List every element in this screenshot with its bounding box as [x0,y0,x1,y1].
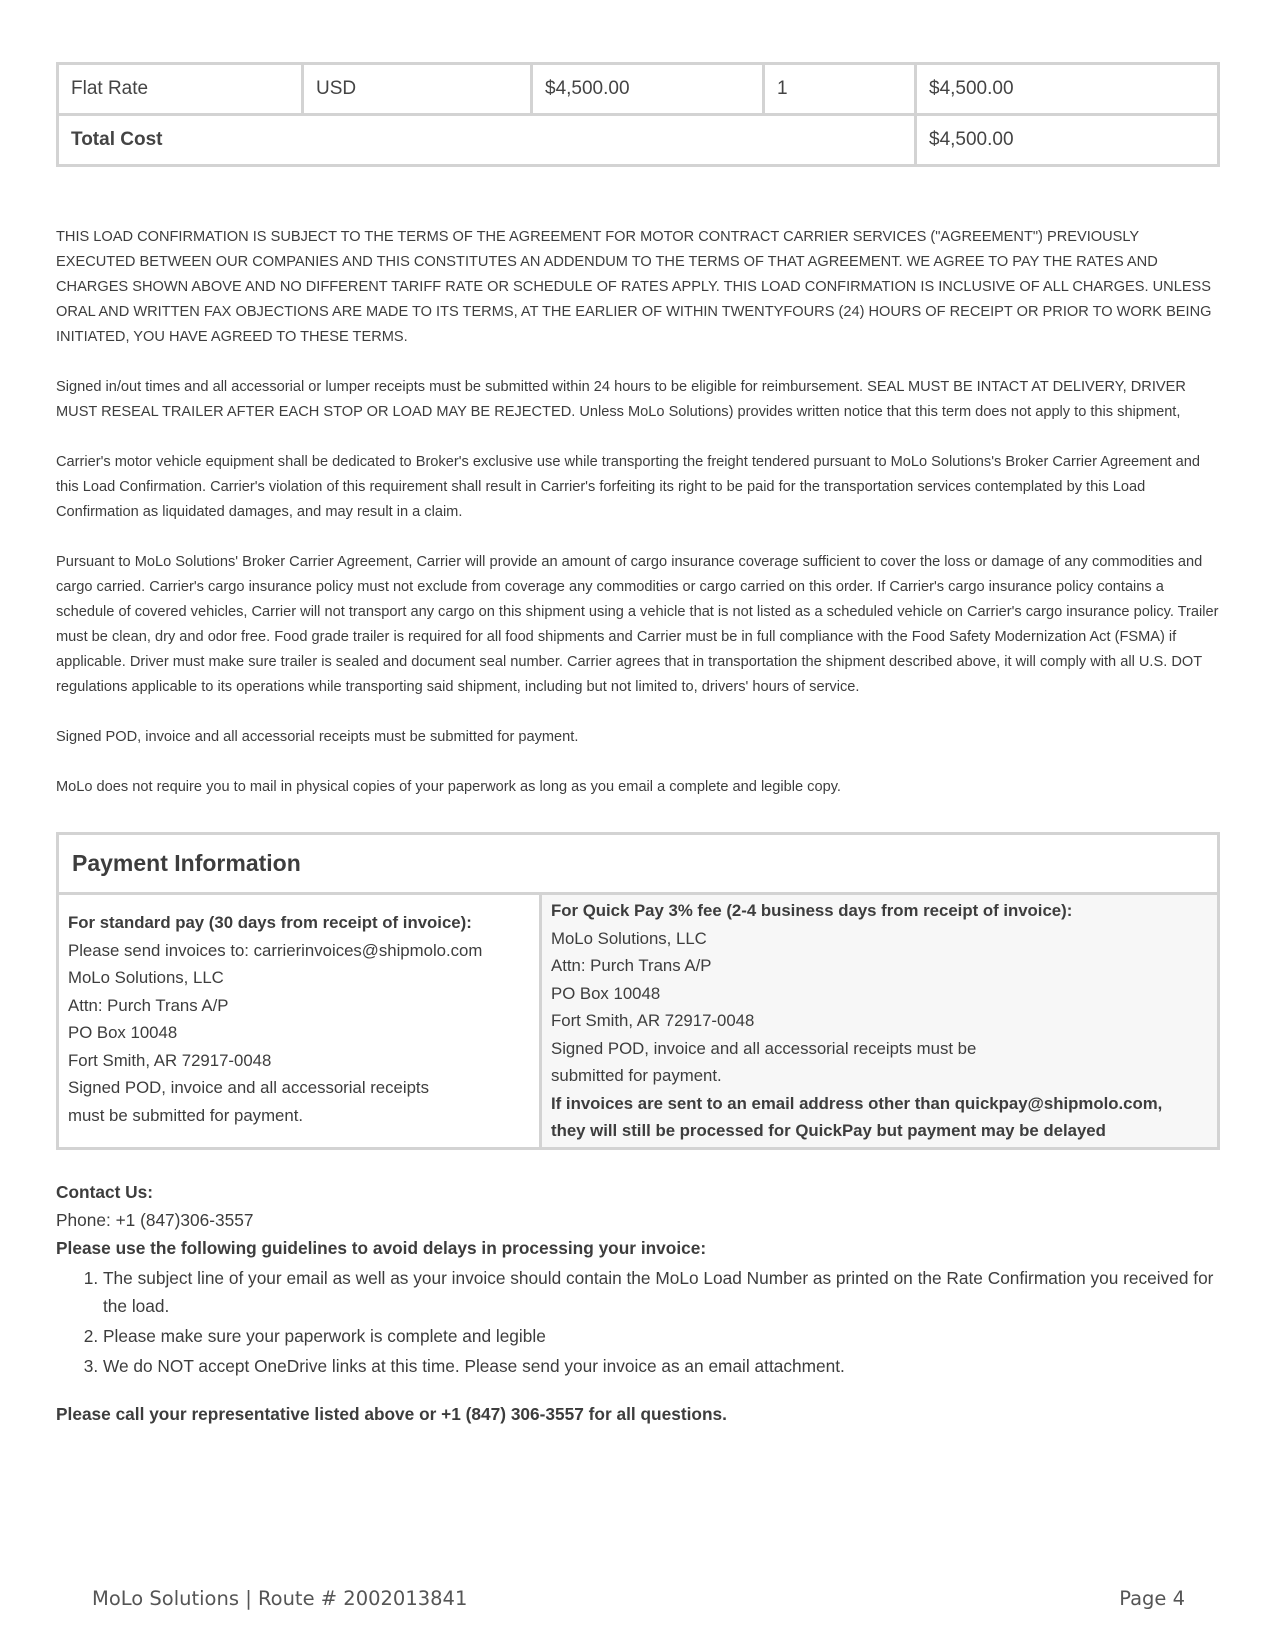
quickpay-heading: For Quick Pay 3% fee (2-4 business days from receipt of invoice): [551,901,1073,920]
list-item: 2. Please make sure your paperwork is complete and legible [103,1322,1220,1350]
table-row [58,64,1219,115]
total-row [58,115,1219,166]
payment-title: Payment Information [59,835,1217,895]
standard-pay-line: Fort Smith, AR 72917-0048 [68,1050,272,1070]
terms-paragraph: MoLo does not require you to mail in physical copies of your paperwork as long as you email a complete and legible copy. [56,779,841,795]
list-item: 1. The subject line of your email as well as your invoice should contain the MoLo Load Number as printed on the Rate Confirmation you received for the load. [103,1264,1220,1320]
rate-amount-cell: $4,500.00 [916,64,1219,115]
standard-pay-line: Signed POD, invoice and all accessorial receipts [68,1078,429,1097]
guidelines-list [56,1264,1220,1380]
terms-paragraph: Pursuant to MoLo Solutions' Broker Carrier Agreement, Carrier will provide an amount of cargo insurance coverage sufficient to cover the loss or damage of any commodities and cargo carried. Carrier's cargo insurance policy must not exclude from coverage any commodities or cargo carried on this order. If Carrier's cargo insurance policy contains a schedule of covered vehicles, Carrier will not transport any cargo on this shipment using a vehicle that is not listed as a scheduled vehicle on Carrier's cargo insurance policy. Trailer must be clean, dry and odor free. Food grade trailer is required for all food shipments and Carrier must be in full compliance with the Food Safety Modernization Act (FSMA) if applicable. Driver must make sure trailer is sealed and document seal number. Carrier agrees that in transportation the shipment described above, it will comply with all U.S. DOT regulations applicable to its operations while transporting said shipment, including but not limited to, drivers' hours of service. [56,554,1219,695]
standard-pay-line: PO Box 10048 [68,1023,178,1042]
standard-pay-line: must be submitted for payment. [68,1105,304,1125]
standard-pay-heading: For standard pay (30 days from receipt of invoice): [68,913,472,932]
standard-pay-column [59,895,542,1147]
terms-paragraph: Signed POD, invoice and all accessorial receipts must be submitted for payment. [56,729,579,745]
terms-paragraph: THIS LOAD CONFIRMATION IS SUBJECT TO THE TERMS OF THE AGREEMENT FOR MOTOR CONTRACT CARRIER SERVICES ("AGREEMENT") PREVIOUSLY EXECUTED BETWEEN OUR COMPANIES AND THIS CONSTITUTES AN ADDENDUM TO THE TERMS OF THAT AGREEMENT. WE AGREE TO PAY THE RATES AND CHARGES SHOWN ABOVE AND NO DIFFERENT TARIFF RATE OR SCHEDULE OF RATES APPLY. THIS LOAD CONFIRMATION IS INCLUSIVE OF ALL CHARGES. UNLESS ORAL AND WRITTEN FAX OBJECTIONS ARE MADE TO ITS TERMS, AT THE EARLIER OF WITHIN TWENTYFOURS (24) HOURS OF RECEIPT OR PRIOR TO WORK BEING INITIATED, YOU HAVE AGREED TO THESE TERMS. [56,229,1212,345]
payment-body [59,895,1217,1147]
contact-section [56,1178,1220,1425]
rate-table [56,62,1220,167]
rate-description-cell: Flat Rate [58,64,303,115]
standard-pay-line: Please send invoices to: carrierinvoices@shipmolo.com [68,940,483,960]
standard-pay-line: Attn: Purch Trans A/P [68,995,229,1015]
quickpay-notice: If invoices are sent to an email address other than quickpay@shipmolo.com, [551,1093,1163,1113]
quickpay-line: submitted for payment. [551,1066,722,1085]
rate-quantity-cell: 1 [764,64,916,115]
footer-route: MoLo Solutions | Route # 2002013841 [92,1587,468,1610]
quickpay-line: PO Box 10048 [551,983,661,1003]
page-number: Page 4 [1119,1587,1185,1610]
payment-information-box [56,832,1220,1150]
quickpay-line: Attn: Purch Trans A/P [551,956,712,975]
guidelines-title: Please use the following guidelines to avoid delays in processing your invoice: [56,1237,707,1258]
quickpay-line: MoLo Solutions, LLC [551,928,707,948]
document-page [56,62,1220,1425]
total-cost-label: Total Cost [58,115,916,166]
contact-title: Contact Us: [56,1181,153,1202]
rate-currency-cell: USD [303,64,532,115]
quickpay-column [542,895,1217,1147]
terms-paragraph: Signed in/out times and all accessorial or lumper receipts must be submitted within 24 hours to be eligible for reimbursement. SEAL MUST BE INTACT AT DELIVERY, DRIVER MUST RESEAL TRAILER AFTER EACH STOP OR LOAD MAY BE REJECTED. Unless MoLo Solutions) provides written notice that this term does not apply to this shipment, [56,379,1186,420]
standard-pay-line: MoLo Solutions, LLC [68,968,224,987]
quickpay-notice: they will still be processed for QuickPay but payment may be delayed [551,1121,1106,1140]
page-footer [92,1587,1185,1610]
terms-section [56,225,1220,800]
quickpay-line: Fort Smith, AR 72917-0048 [551,1011,755,1030]
rate-value-cell: $4,500.00 [532,64,764,115]
terms-paragraph: Carrier's motor vehicle equipment shall be dedicated to Broker's exclusive use while transporting the freight tendered pursuant to MoLo Solutions's Broker Carrier Agreement and this Load Confirmation. Carrier's violation of this requirement shall result in Carrier's forfeiting its right to be paid for the transportation services contemplated by this Load Confirmation as liquidated damages, and may result in a claim. [56,454,1201,520]
quickpay-line: Signed POD, invoice and all accessorial receipts must be [551,1038,977,1058]
total-cost-value: $4,500.00 [916,115,1219,166]
contact-phone: Phone: +1 (847)306-3557 [56,1209,254,1230]
list-item: 3. We do NOT accept OneDrive links at this time. Please send your invoice as an email attachment. [103,1352,1220,1380]
closing-note: Please call your representative listed above or +1 (847) 306-3557 for all questions. [56,1403,727,1424]
